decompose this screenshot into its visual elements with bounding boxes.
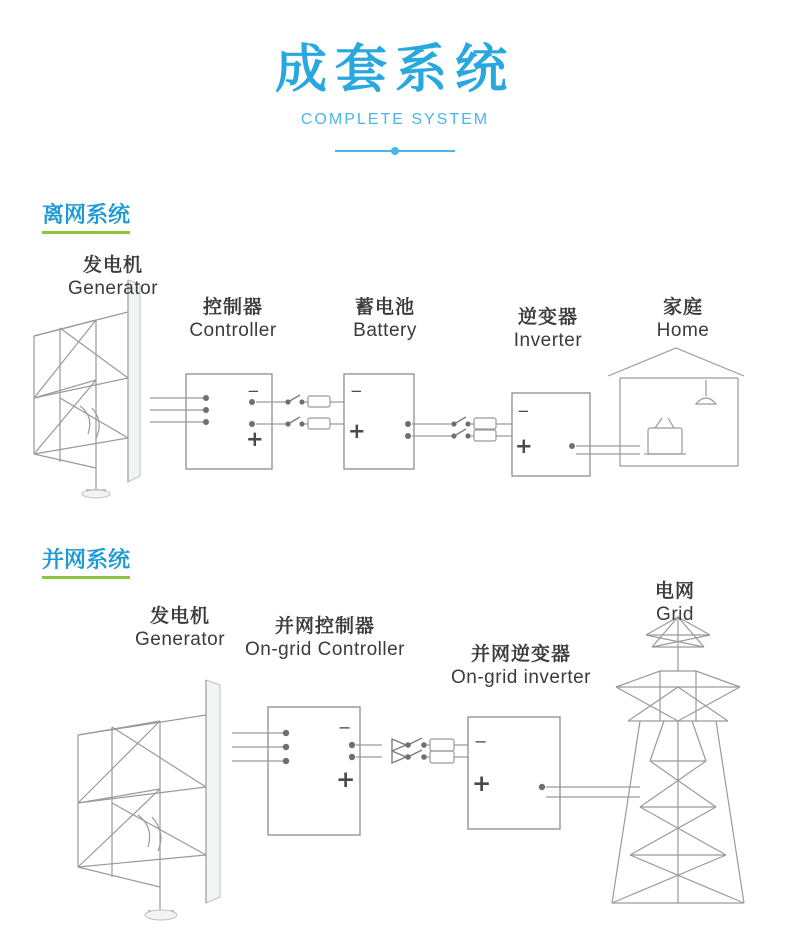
node-caption-cn: 并网逆变器 xyxy=(470,643,571,665)
node-caption-on-grid-controller xyxy=(225,615,425,662)
house-icon xyxy=(608,348,744,466)
node-caption-cn: 逆变器 xyxy=(517,306,578,328)
divider-dot xyxy=(391,147,399,155)
node-caption-cn: 并网控制器 xyxy=(274,615,375,637)
node-caption-cn: 发电机 xyxy=(149,605,210,627)
svg-text:−: − xyxy=(247,382,260,400)
node-caption-cn: 控制器 xyxy=(202,296,263,318)
section-title-off-grid xyxy=(42,198,130,235)
section-underline xyxy=(42,231,130,234)
svg-text:+: + xyxy=(515,434,533,458)
wind-turbine-icon xyxy=(78,680,220,920)
svg-text:−: − xyxy=(350,382,363,400)
node-caption-inverter xyxy=(468,306,628,353)
node-caption-home xyxy=(608,296,758,343)
node-caption-controller xyxy=(148,296,318,343)
svg-text:+: + xyxy=(336,767,356,793)
node-caption-en: Home xyxy=(656,320,710,342)
node-caption-battery xyxy=(305,296,465,343)
node-caption-cn: 家庭 xyxy=(662,296,703,318)
node-caption-generator xyxy=(28,254,198,301)
node-caption-en: Battery xyxy=(353,320,417,342)
diagram-on-grid xyxy=(0,575,790,925)
node-caption-cn: 蓄电池 xyxy=(354,296,415,318)
svg-text:−: − xyxy=(338,718,352,737)
node-caption-grid xyxy=(600,580,750,627)
section-title-off-grid-text: 离网系统 xyxy=(42,203,131,228)
svg-text:+: + xyxy=(472,771,492,797)
node-caption-en: Generator xyxy=(134,629,226,651)
node-caption-en: Controller xyxy=(189,320,277,342)
section-title-on-grid-text: 并网系统 xyxy=(42,548,131,573)
power-tower-icon xyxy=(612,617,744,903)
page-subtitle: COMPLETE SYSTEM xyxy=(300,111,490,129)
node-caption-cn: 发电机 xyxy=(82,254,143,276)
svg-text:−: − xyxy=(517,402,530,420)
node-caption-en: Generator xyxy=(67,278,159,300)
page-header xyxy=(0,0,790,157)
header-divider xyxy=(0,145,790,157)
svg-text:+: + xyxy=(348,419,366,443)
diagram-off-grid xyxy=(0,238,790,513)
node-caption-en: Grid xyxy=(656,604,694,626)
svg-text:+: + xyxy=(246,427,264,451)
node-caption-en: Inverter xyxy=(513,330,583,352)
node-caption-en: On-grid inverter xyxy=(451,667,591,689)
node-caption-on-grid-inverter xyxy=(426,643,616,690)
wind-turbine-icon xyxy=(34,280,140,498)
node-caption-cn: 电网 xyxy=(654,580,695,602)
page-title: 成套系统 xyxy=(274,40,515,100)
svg-text:−: − xyxy=(474,732,488,751)
node-caption-en: On-grid Controller xyxy=(245,639,405,661)
